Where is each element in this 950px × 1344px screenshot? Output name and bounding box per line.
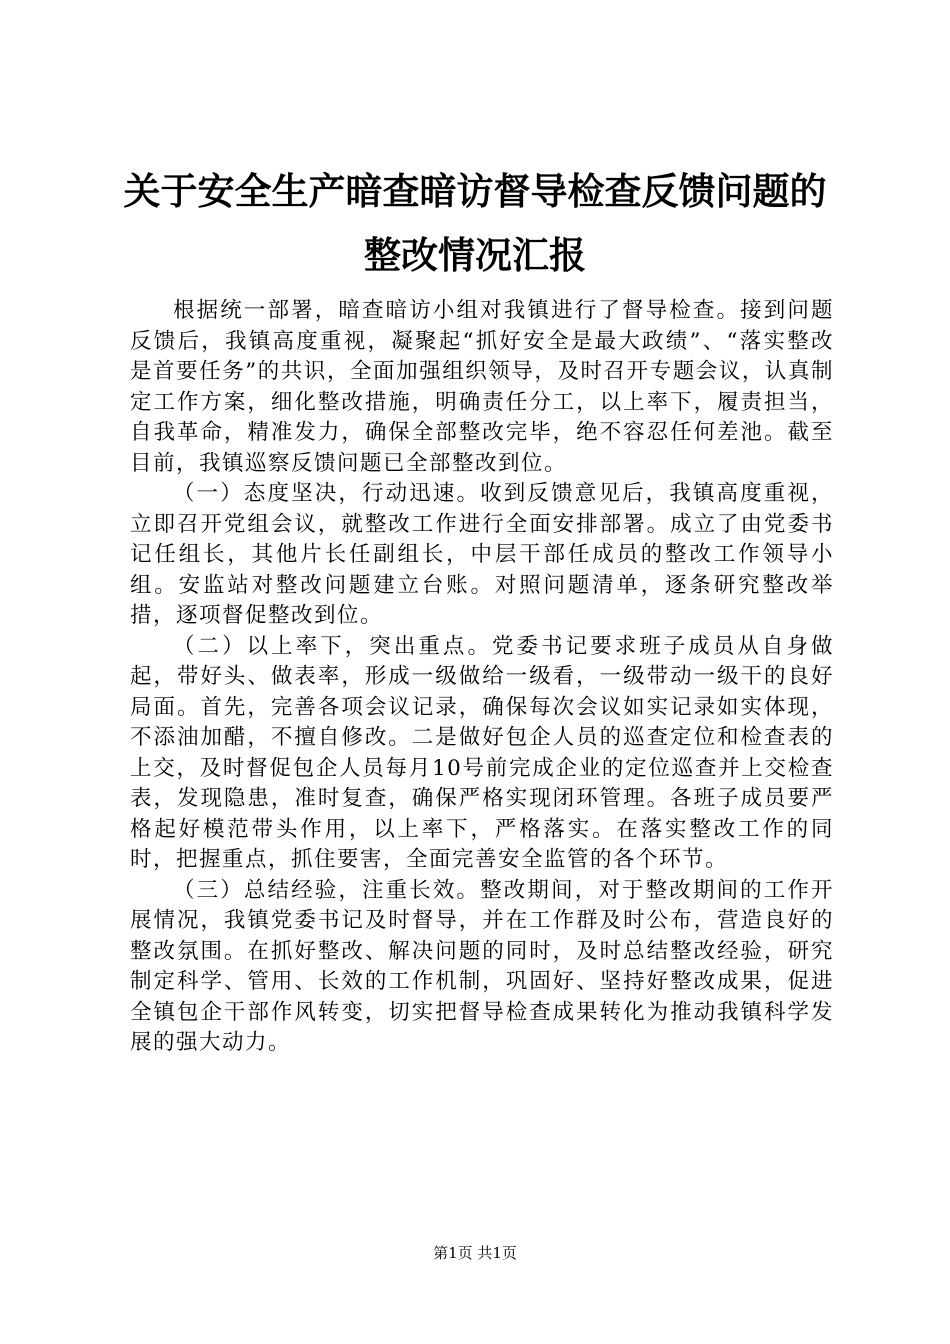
paragraph-section-1: （一）态度坚决，行动迅速。收到反馈意见后，我镇高度重视，立即召开党组会议，就整改工作进行全面安排部署。成立了由党委书记任组长，其他片长任副组长，中层干部任成员的整改工作领导小组。安监站对整改问题建立台账。对照问题清单，逐条研究整改举措，逐项督促整改到位。 — [130, 481, 834, 628]
document-body — [130, 296, 834, 1059]
document-title: 关于安全生产暗查暗访督导检查反馈问题的整改情况汇报 — [123, 170, 827, 277]
paragraph-section-2: （二）以上率下，突出重点。党委书记要求班子成员从自身做起，带好头、做表率，形成一级做给一级看，一级带动一级干的良好局面。首先，完善各项会议记录，确保每次会议如实记录如实体现，不添油加醋，不擅自修改。二是做好包企人员的巡查定位和检查表的上交，及时督促包企人员每月10号前完成企业的定位巡查并上交检查表，发现隐患，准时复查，确保严格实现闭环管理。各班子成员要严格起好模范带头作用，以上率下，严格落实。在落实整改工作的同时，把握重点，抓住要害，全面完善安全监管的各个环节。 — [130, 633, 834, 872]
page-footer: 第1页 共1页 — [433, 1244, 517, 1262]
paragraph-intro: 根据统一部署，暗查暗访小组对我镇进行了督导检查。接到问题反馈后，我镇高度重视，凝聚起“抓好安全是最大政绩”、“落实整改是首要任务”的共识，全面加强组织领导，及时召开专题会议，认真制定工作方案，细化整改措施，明确责任分工，以上率下，履责担当，自我革命，精准发力，确保全部整改完毕，绝不容忍任何差池。截至目前，我镇巡察反馈问题已全部整改到位。 — [130, 298, 834, 476]
paragraph-section-3: （三）总结经验，注重长效。整改期间，对于整改期间的工作开展情况，我镇党委书记及时督导，并在工作群及时公布，营造良好的整改氛围。在抓好整改、解决问题的同时，及时总结整改经验，研究制定科学、管用、长效的工作机制，巩固好、坚持好整改成果，促进全镇包企干部作风转变，切实把督导检查成果转化为推动我镇科学发展的强大动力。 — [130, 877, 834, 1055]
